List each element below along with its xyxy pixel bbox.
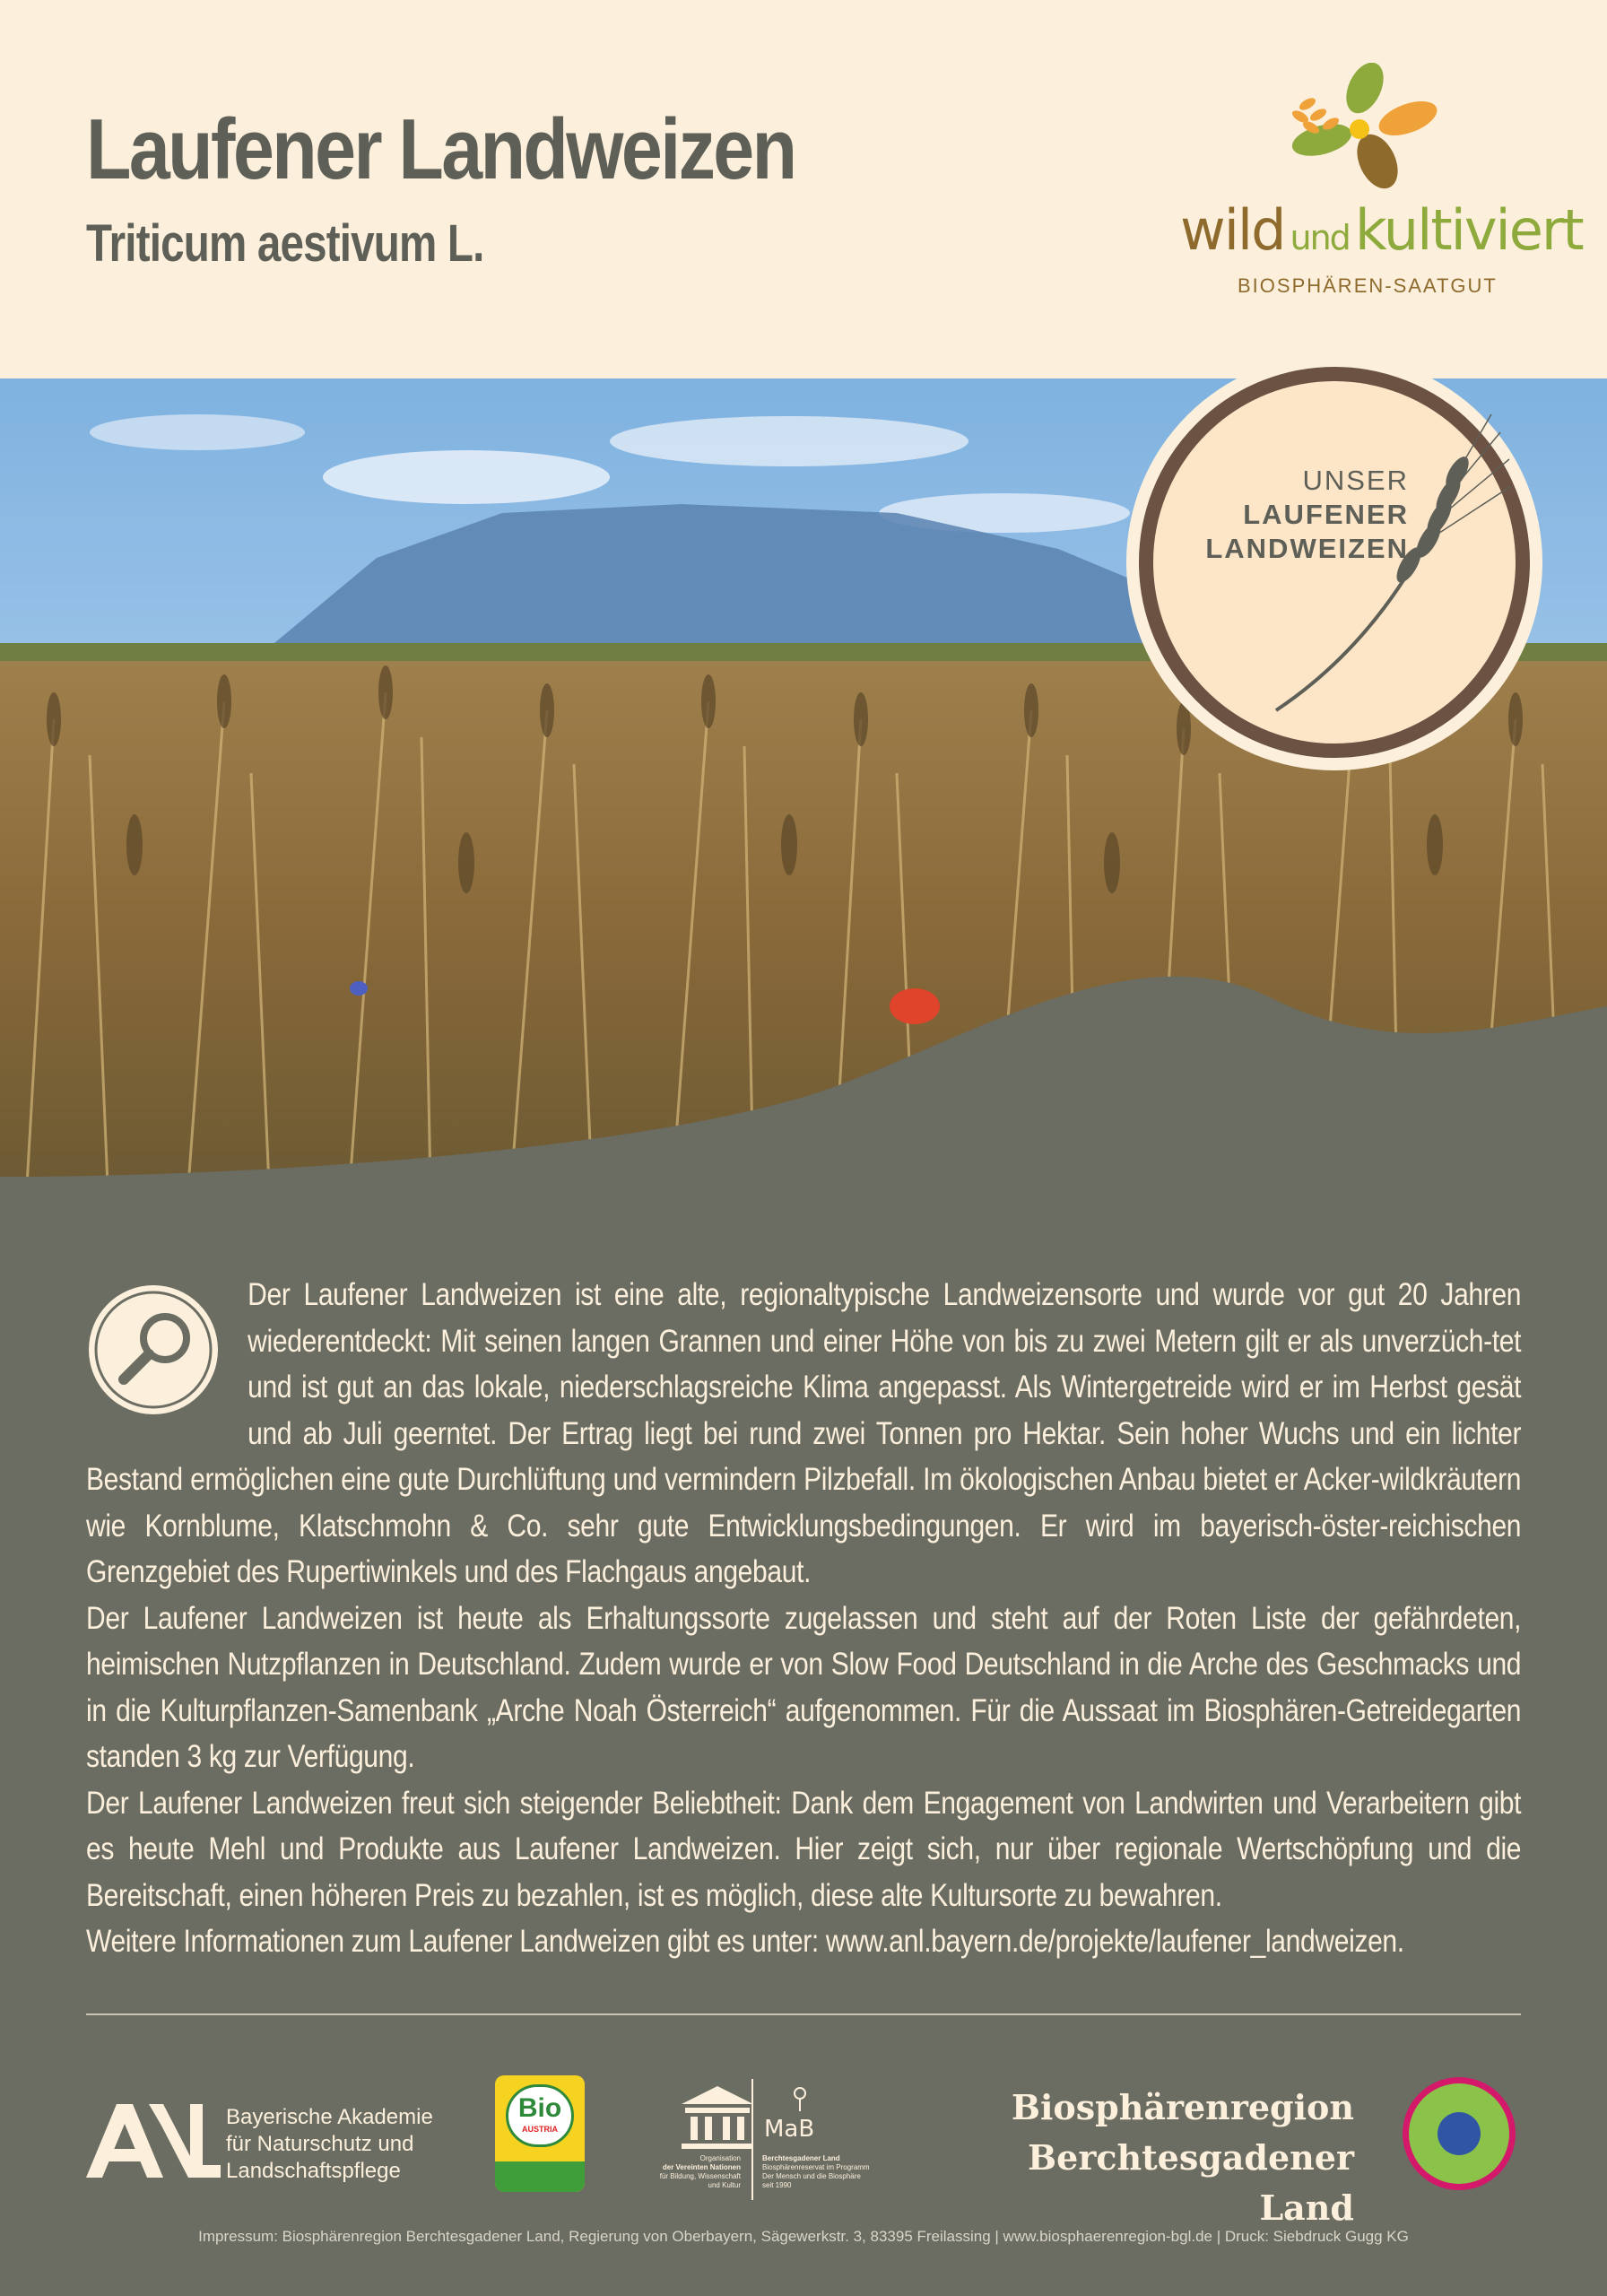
- unesco-line-3: für Bildung, Wissenschaft: [659, 2172, 741, 2180]
- unesco-mab-logo: [637, 2072, 915, 2206]
- mab-mark: MaB: [764, 2116, 815, 2143]
- logo-wordmark: [1180, 197, 1583, 263]
- logo-word-kultiviert: kultiviert: [1354, 197, 1583, 263]
- anl-line-1: Bayerische Akademie: [226, 2105, 433, 2129]
- biosphere-region-logo: [1401, 2075, 1517, 2192]
- anl-line-3: Landschaftspflege: [226, 2159, 401, 2183]
- mab-line-3: Der Mensch und die Biosphäre: [762, 2172, 861, 2180]
- unesco-line-2: der Vereinten Nationen: [662, 2163, 741, 2171]
- paragraph-3: Der Laufener Landweizen freut sich steigender Beliebtheit: Dank dem Engagement von Landwirten und Verarbeitern gibt es heute Mehl und Produkte aus Laufener Landweizen. Hier zeigt sich, nur über regionale Wertschöpfung und die Bereitschaft, einen höheren Preis zu bezahlen, ist es möglich, diese alte Kultursorte zu bewahren.: [86, 1785, 1522, 1913]
- paragraph-4: Weitere Informationen zum Laufener Landweizen gibt es unter: www.anl.bayern.de/projekte/laufener_landweizen.: [86, 1924, 1404, 1959]
- biosphere-region-name: [924, 2083, 1354, 2233]
- unesco-line-4: und Kultur: [708, 2181, 741, 2189]
- mab-line-4: seit 1990: [762, 2181, 792, 2189]
- paragraph-1: Der Laufener Landweizen ist eine alte, regionaltypische Landweizensorte und wurde vor gut 20 Jahren wiederentdeckt: Mit seinen langen Grannen und einer Höhe von bis zu zwei Metern gilt er als unverzüch-tet und ist gut an das lokale, niederschlagsreiche Klima angepasst. Als Wintergetreide wird er im Herbst gesät und ab Juli geerntet. Der Ertrag liegt bei rund zwei Tonnen pro Hektar. Sein hoher Wuchs und ein lichter Bestand ermöglichen eine gute Durchlüftung und vermindern Pilzbefall. Im ökologischen Anbau bietet er Acker-wildkräutern wie Kornblume, Klatschmohn & Co. sehr gute Entwicklungsbedingungen. Er wird im bayerisch-öster-reichischen Grenzgebiet des Rupertiwinkels und des Flachgaus angebaut.: [86, 1277, 1522, 1589]
- impressum: Impressum: Biosphärenregion Berchtesgadener Land, Regierung von Oberbayern, Sägewerkstr. 3, 83395 Freilassing | www.biosphaerenregion-bgl.de | Druck: Siebdruck Gugg KG: [198, 2228, 1409, 2245]
- grain-flower-icon: [1166, 63, 1542, 197]
- wild-und-kultiviert-logo: [1166, 63, 1583, 305]
- unesco-line-1: Organisation: [699, 2154, 741, 2162]
- logo-tagline: BIOSPHÄREN-SAATGUT: [1238, 274, 1498, 297]
- bio-word: Bio: [517, 2093, 562, 2123]
- description-text: [86, 1272, 1521, 1965]
- unesco-caption: [637, 2154, 741, 2190]
- anl-logo: [86, 2099, 221, 2179]
- header-band: [0, 0, 1607, 378]
- badge-line-3: LANDWEIZEN: [1205, 533, 1409, 564]
- footer-divider: [86, 2013, 1521, 2015]
- unesco-separator: [751, 2079, 753, 2200]
- mab-line-2: Biosphärenreservat im Programm: [762, 2163, 870, 2171]
- page-title: Laufener Landweizen: [86, 101, 795, 197]
- anl-name: [226, 2104, 433, 2185]
- mab-logo: [762, 2081, 825, 2152]
- page-subtitle: Triticum aestivum L.: [86, 214, 484, 273]
- bio-green-band: [495, 2161, 585, 2192]
- bio-austria-logo: [495, 2075, 585, 2192]
- region-line-2: Berchtesgadener Land: [1028, 2137, 1354, 2228]
- region-line-1: Biosphärenregion: [1011, 2087, 1354, 2127]
- anl-line-2: für Naturschutz und: [226, 2132, 414, 2156]
- bio-austria-seal: [506, 2084, 574, 2147]
- logo-word-und: und: [1290, 218, 1350, 257]
- paragraph-2: Der Laufener Landweizen ist heute als Erhaltungssorte zugelassen und steht auf der Roten Liste der gefährdeten, heimischen Nutzpflanzen in Deutschland. Zudem wurde er von Slow Food Deutschland in die Arche des Geschmacks und in die Kulturpflanzen-Samenbank „Arche Noah Österreich“ aufgenommen. Für die Aussaat im Biosphären-Getreidegarten standen 3 kg zur Verfügung.: [86, 1600, 1522, 1774]
- mab-line-1: Berchtesgadener Land: [762, 2154, 840, 2162]
- main-content: [86, 1272, 1521, 1965]
- unesco-temple-icon: [673, 2081, 762, 2152]
- badge-line-2: LAUFENER: [1243, 499, 1409, 530]
- unser-laufener-landweizen-badge: [1124, 352, 1545, 773]
- badge-line-1: UNSER: [1302, 465, 1409, 496]
- badge-text: [1124, 464, 1409, 566]
- bio-country: AUSTRIA: [522, 2125, 558, 2134]
- logo-word-wild: wild: [1180, 197, 1285, 263]
- mab-caption: [762, 2154, 915, 2190]
